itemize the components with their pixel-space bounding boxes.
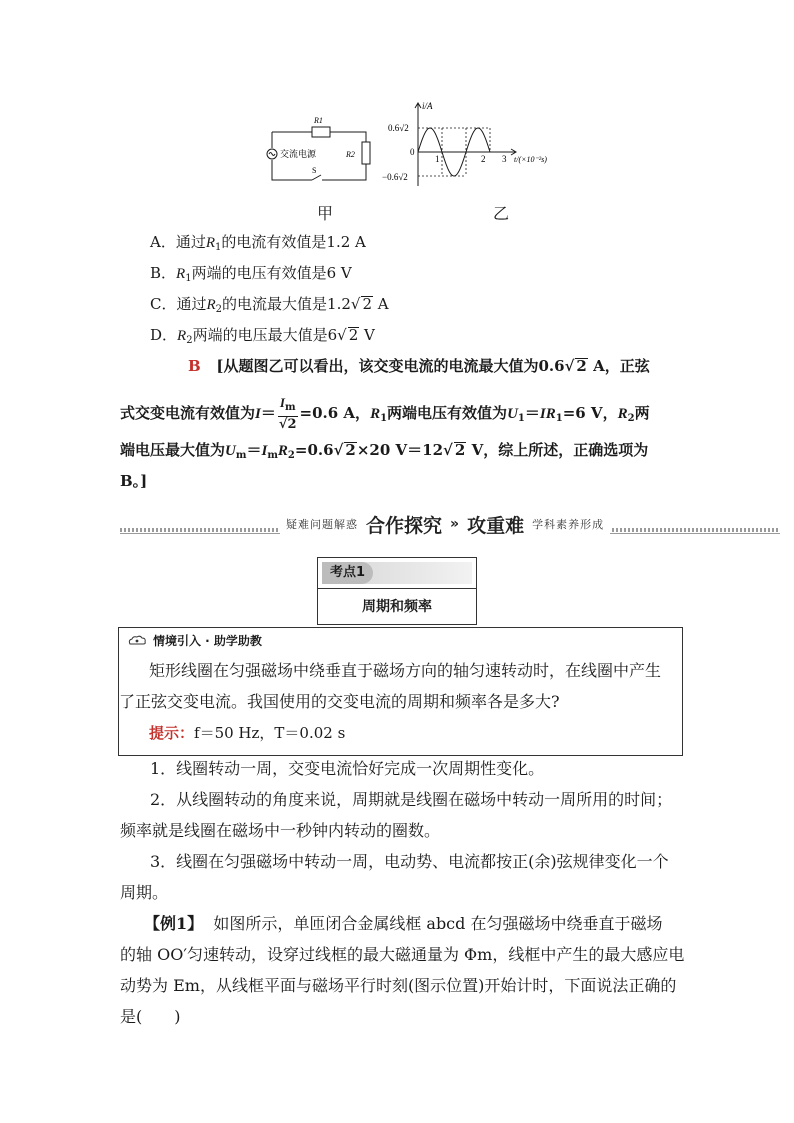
figure-caption-jia: 甲: [317, 204, 334, 223]
banner-arrow-icon: »: [450, 516, 460, 532]
point-2: 2．从线圈转动的角度来说，周期就是线圈在磁场中转动一周所用的时间；: [150, 790, 673, 809]
hint-tip: 提示：f＝50 Hz，T＝0.02 s: [149, 724, 346, 742]
point-3: 3．线圈在匀强磁场中转动一周，电动势、电流都按正(余)弦规律变化一个: [150, 852, 669, 871]
circuit-diagram: [260, 112, 380, 188]
kaodian-title: 周期和频率: [362, 599, 432, 615]
figure-caption-yi: 乙: [493, 204, 510, 223]
current-time-graph: [374, 100, 574, 190]
x-tick-1: 1: [435, 154, 440, 164]
example-line-2: 的轴 OO′匀速转动，设穿过线框的最大磁通量为 Φm，线框中产生的最大感应电: [120, 945, 685, 964]
hint-tag: [127, 632, 262, 649]
hint-box: [118, 627, 683, 756]
y-axis-label: i/A: [422, 101, 433, 111]
kaodian-header: [322, 562, 472, 584]
switch-label: S: [312, 166, 317, 175]
x-axis-label: t/(×10⁻²s): [514, 155, 547, 164]
x-tick-3: 3: [502, 154, 507, 164]
y-min-label: −0.6√2: [382, 172, 408, 182]
r1-label: R1: [314, 116, 323, 125]
r2-label: R2: [346, 150, 355, 159]
banner-right-text: 学科素养形成: [532, 518, 605, 531]
switch-blade: [312, 175, 321, 180]
option-a: A．通过$R_1$的电流有效值是1.2 A: [150, 233, 366, 253]
kaodian-box: [317, 557, 477, 625]
cloud-bulb-icon: [127, 635, 149, 647]
banner-left-text: 疑难问题解惑: [286, 518, 358, 531]
hint-line-2: 了正弦交变电流。我国使用的交变电流的周期和频率各是多大?: [119, 692, 560, 711]
kaodian-tag: 考点1: [322, 562, 373, 584]
answer-line-2: 式交变电流有效值为I＝ $\frac{I_m}{√2}$ =0.6 A，$R_1$两端电压有效值为$U_1=IR_1=6$ V，$R_2$两: [120, 395, 650, 432]
point-1: 1．线圈转动一周，交变电流恰好完成一次周期性变化。: [150, 759, 545, 778]
option-b: B．$R_1$两端的电压有效值是6 V: [150, 264, 352, 284]
answer-line-3: 端电压最大值为$U_m=I_mR_2=0.6√$ 2×20 V＝12√ 2 V，综上所述，正确选项为: [120, 441, 649, 461]
example-line-4: 是( ): [120, 1007, 181, 1026]
point-3-cont: 周期。: [120, 883, 169, 902]
banner-title-a: 合作探究: [366, 514, 443, 537]
banner-title-b: 攻重难: [467, 514, 525, 537]
x-tick-2: 2: [481, 154, 486, 164]
hint-line-1: 矩形线圈在匀强磁场中绕垂直于磁场方向的轴匀速转动时，在线圈中产生: [149, 661, 662, 680]
point-2-cont: 频率就是线圈在磁场中一秒钟内转动的圈数。: [120, 821, 441, 840]
origin-label: 0: [410, 147, 415, 157]
answer-line-1: B [从题图乙可以看出，该交变电流的电流最大值为0.6√ 2 A，正弦: [188, 357, 650, 375]
r1-resistor: [312, 127, 330, 137]
hint-tag-text: 情境引入 · 助学助教: [153, 634, 262, 648]
y-max-label: 0.6√2: [388, 123, 409, 133]
answer-line-4: B。]: [120, 472, 148, 490]
source-label: 交流电源: [280, 150, 317, 160]
section-banner: [280, 512, 610, 536]
option-c: C．通过$R_2$的电流最大值是1.2√ 2 A: [150, 295, 389, 315]
answer-letter: B: [188, 357, 201, 375]
example-label: 【例1】: [144, 914, 204, 933]
r2-resistor: [362, 142, 370, 164]
example-line-1: 【例1】 如图所示，单匝闭合金属线框 abcd 在匀强磁场中绕垂直于磁场: [144, 914, 663, 933]
option-d: D．$R_2$两端的电压最大值是6√ 2 V: [150, 326, 375, 346]
example-line-3: 动势为 Em，从线框平面与磁场平行时刻(图示位置)开始计时，下面说法正确的: [120, 976, 677, 995]
